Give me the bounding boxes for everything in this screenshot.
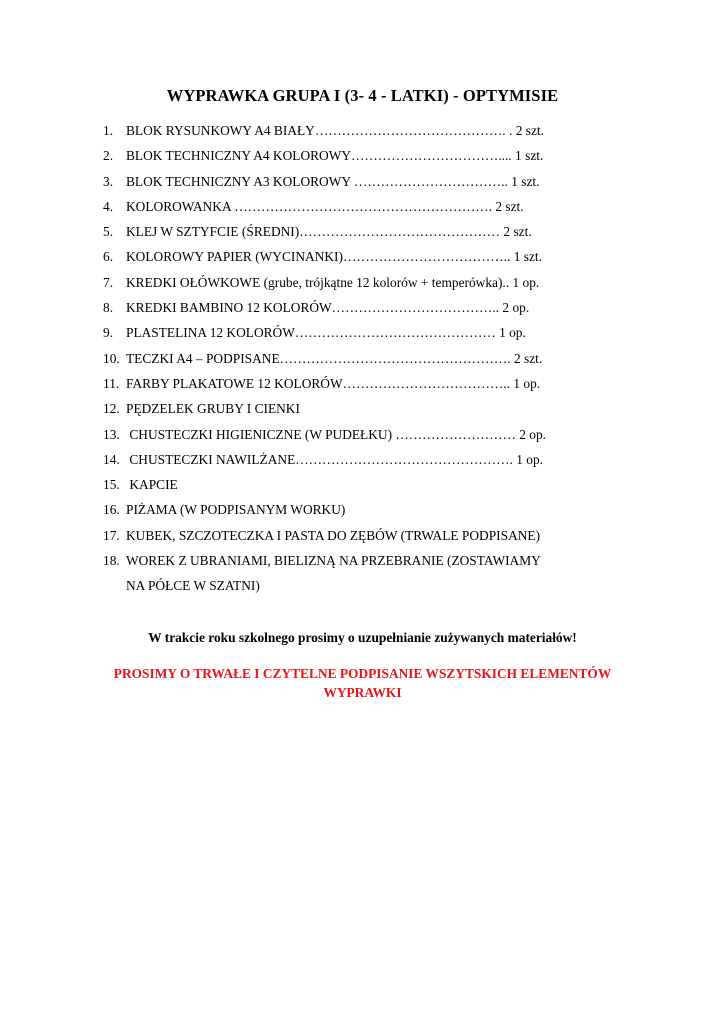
list-item — [103, 447, 623, 472]
list-item-text: KOLOROWANKA …………………………………………………. 2 szt. — [126, 198, 524, 214]
list-item — [103, 244, 623, 269]
list-item-text: KAPCIE — [126, 477, 178, 493]
list-item-text: CHUSTECZKI HIGIENICZNE (W PUDEŁKU) ……………………… 2 op. — [126, 426, 547, 442]
list-item-text: PĘDZELEK GRUBY I CIENKI — [126, 401, 300, 417]
list-item-text: PLASTELINA 12 KOLORÓW……………………………………… 1 op. — [126, 325, 526, 341]
list-item — [103, 219, 623, 244]
list-item — [103, 497, 623, 522]
list-item-number: 5. — [103, 224, 114, 240]
list-item-number: 11. — [103, 375, 120, 391]
list-item — [103, 169, 623, 194]
list-item-text: BLOK TECHNICZNY A4 KOLOROWY…………………………….... 1 szt. — [126, 148, 544, 164]
list-item — [103, 118, 623, 143]
list-item-text: BLOK TECHNICZNY A3 KOLOROWY …………………………….. 1 szt. — [126, 173, 540, 189]
list-item-number: 4. — [103, 198, 114, 214]
refill-note: W trakcie roku szkolnego prosimy o uzupełnianie zużywanych materiałów! — [148, 630, 577, 645]
list-item-text: KLEJ W SZTYFCIE (ŚREDNI)……………………………………… 2 szt. — [126, 224, 532, 240]
list-item-number: 15. — [103, 477, 120, 493]
list-item — [103, 346, 623, 371]
list-item-number: 9. — [103, 325, 114, 341]
list-item-text: KUBEK, SZCZOTECZKA I PASTA DO ZĘBÓW (TRWALE PODPISANE) — [126, 527, 541, 543]
list-item — [103, 396, 623, 421]
list-item-number: 16. — [103, 502, 120, 518]
list-item-text: WOREK Z UBRANIAMI, BIELIZNĄ NA PRZEBRANIE (ZOSTAWIAMY — [126, 553, 541, 569]
labeling-warning: PROSIMY O TRWAŁE I CZYTELNE PODPISANIE WSZYTSKICH ELEMENTÓW WYPRAWKI — [113, 666, 612, 700]
list-item-number: 8. — [103, 300, 114, 316]
list-item-number: 14. — [103, 451, 120, 467]
list-item-number: 12. — [103, 401, 120, 417]
list-item-text: TECZKI A4 – PODPISANE……………………………………………. 2 szt. — [126, 350, 543, 366]
list-item-number: 3. — [103, 173, 114, 189]
list-item-text: PIŻAMA (W PODPISANYM WORKU) — [126, 502, 346, 518]
list-item — [103, 320, 623, 345]
list-item-text: KOLOROWY PAPIER (WYCINANKI)……………………………….. 1 szt. — [126, 249, 542, 265]
list-item-continuation: NA PÓŁCE W SZATNI) — [126, 578, 260, 594]
document-title: WYPRAWKA GRUPA I (3- 4 - LATKI) - OPTYMISIE — [166, 86, 559, 105]
list-item — [103, 548, 623, 599]
list-item — [103, 523, 623, 548]
list-item — [103, 194, 623, 219]
list-item-text: BLOK RYSUNKOWY A4 BIAŁY……………………………………. . 2 szt. — [126, 123, 544, 138]
list-item — [103, 371, 623, 396]
list-item — [103, 422, 623, 447]
list-item-number: 7. — [103, 274, 114, 290]
supply-list — [103, 118, 623, 599]
list-item-text: CHUSTECZKI NAWILŻANE…………………………………………. 1 op. — [126, 451, 543, 467]
list-item — [103, 143, 623, 168]
list-item — [103, 295, 623, 320]
list-item-text: FARBY PLAKATOWE 12 KOLORÓW……………………………….. 1 op. — [126, 375, 541, 391]
list-item-number: 18. — [103, 553, 120, 569]
list-item-number: 1. — [103, 123, 114, 138]
list-item-text: KREDKI OŁÓWKOWE (grube, trójkątne 12 kolorów + temperówka).. 1 op. — [126, 274, 540, 290]
list-item-number: 2. — [103, 148, 114, 164]
list-item — [103, 472, 623, 497]
list-item-number: 13. — [103, 426, 120, 442]
list-item-number: 10. — [103, 350, 120, 366]
list-item-number: 6. — [103, 249, 114, 265]
list-item-text: KREDKI BAMBINO 12 KOLORÓW……………………………….. 2 op. — [126, 300, 530, 316]
list-item-number: 17. — [103, 527, 120, 543]
list-item — [103, 270, 623, 295]
